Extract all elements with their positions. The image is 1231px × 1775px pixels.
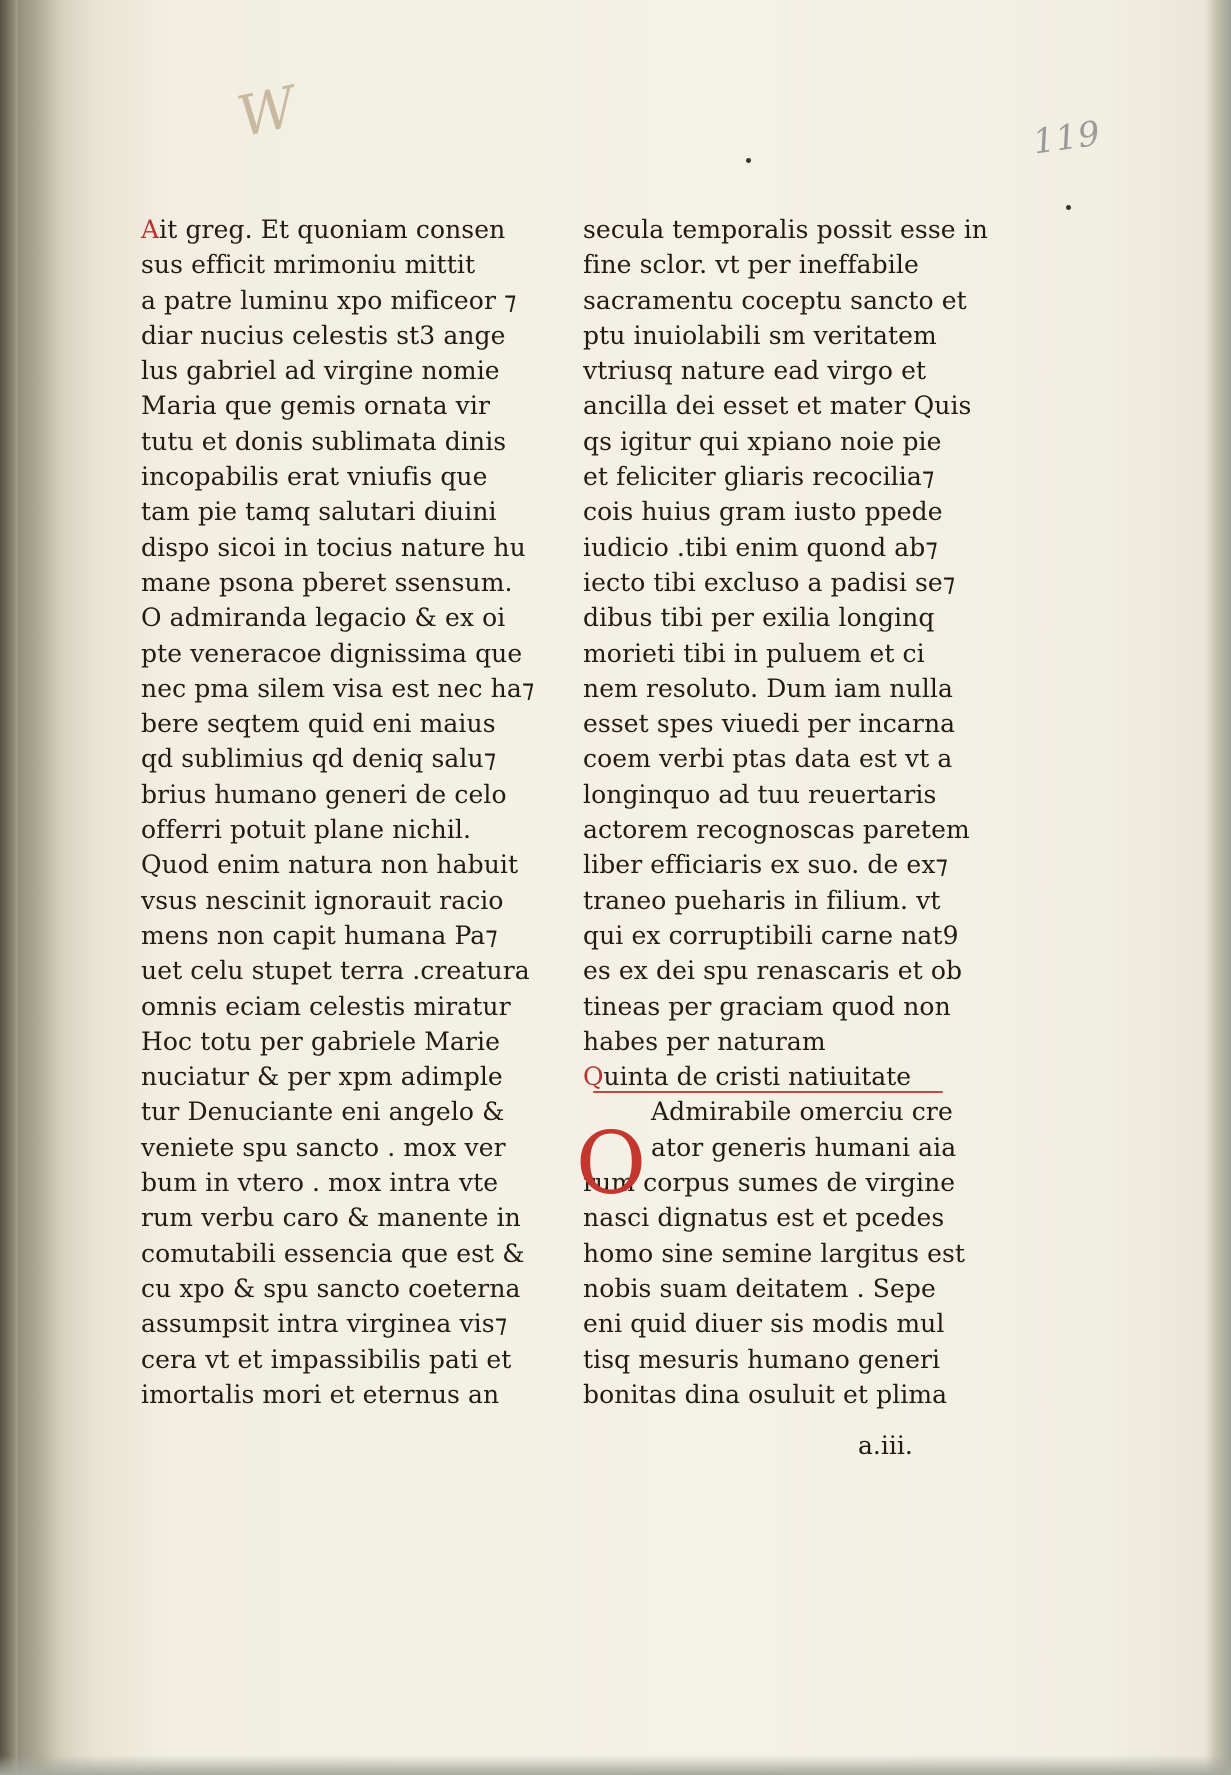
text-line: offerri potuit plane nichil. bbox=[141, 815, 472, 845]
drop-cap-initial: O bbox=[575, 1114, 647, 1214]
chapter-heading bbox=[583, 1059, 943, 1094]
text-line: sacramentu coceptu sancto et bbox=[583, 285, 967, 315]
text-line: tur Denuciante eni angelo & bbox=[141, 1097, 505, 1127]
text-line: diar nucius celestis st3 ange bbox=[141, 320, 506, 350]
heading-rule bbox=[593, 1091, 943, 1093]
text-line: comutabili essencia que est & bbox=[141, 1238, 525, 1268]
text-line: habes per naturam bbox=[583, 1026, 826, 1056]
text-line: ptu inuiolabili sm veritatem bbox=[583, 320, 937, 350]
text-line: mens non capit humana Pa⁊ bbox=[141, 920, 498, 950]
text-line: actorem recognoscas paretem bbox=[583, 815, 970, 845]
text-line: vsus nescinit ignorauit racio bbox=[141, 885, 504, 915]
text-line: cu xpo & spu sancto coeterna bbox=[141, 1273, 521, 1303]
ink-dot bbox=[746, 158, 751, 163]
text-line: sus efficit mrimoniu mittit bbox=[141, 250, 476, 280]
text-line: bere seqtem quid eni maius bbox=[141, 709, 496, 739]
text-line: tam pie tamq salutari diuini bbox=[141, 497, 497, 527]
spine-shadow bbox=[0, 0, 80, 1775]
text-line: incopabilis erat vniufis que bbox=[141, 462, 488, 492]
text-line: uet celu stupet terra .creatura bbox=[141, 956, 530, 986]
heading-rubric-initial: Q bbox=[583, 1062, 604, 1092]
text-line: cera vt et impassibilis pati et bbox=[141, 1344, 512, 1374]
text-line: lus gabriel ad virgine nomie bbox=[141, 356, 500, 386]
text-line: liber efficiaris ex suo. de ex⁊ bbox=[583, 850, 949, 880]
text-line: tineas per graciam quod non bbox=[583, 991, 951, 1021]
ink-dot bbox=[1066, 205, 1071, 210]
text-line: nasci dignatus est et pcedes bbox=[583, 1203, 945, 1233]
text-line: et feliciter gliaris recocilia⁊ bbox=[583, 462, 935, 492]
text-line: homo sine semine largitus est bbox=[583, 1238, 966, 1268]
text-line: brius humano generi de celo bbox=[141, 779, 507, 809]
signature-mark: a.iii. bbox=[858, 1431, 913, 1460]
text-line: assumpsit intra virginea vis⁊ bbox=[141, 1309, 508, 1339]
text-line: tisq mesuris humano generi bbox=[583, 1344, 941, 1374]
text-line: dibus tibi per exilia longinq bbox=[583, 603, 935, 633]
left-text-column bbox=[141, 212, 535, 1412]
text-line: Maria que gemis ornata vir bbox=[141, 391, 490, 421]
text-line: imortalis mori et eternus an bbox=[141, 1379, 500, 1409]
text-line: pte veneracoe dignissima que bbox=[141, 638, 523, 668]
page-bottom-edge bbox=[0, 1755, 1231, 1775]
text-line: Quod enim natura non habuit bbox=[141, 850, 519, 880]
text-line: esset spes viuedi per incarna bbox=[583, 709, 956, 739]
text-line: vtriusq nature ead virgo et bbox=[583, 356, 927, 386]
text-line: mane psona pberet ssensum. bbox=[141, 567, 513, 597]
text-line: qs igitur qui xpiano noie pie bbox=[583, 426, 942, 456]
text-line: qui ex corruptibili carne nat9 bbox=[583, 920, 959, 950]
text-line: iecto tibi excluso a padisi se⁊ bbox=[583, 567, 956, 597]
text-line: ator generis humani aia bbox=[651, 1132, 957, 1162]
text-line: coem verbi ptas data est vt a bbox=[583, 744, 953, 774]
text-line: omnis eciam celestis miratur bbox=[141, 991, 511, 1021]
text-line: longinquo ad tuu reuertaris bbox=[583, 779, 937, 809]
folio-number: 119 bbox=[1030, 113, 1104, 163]
text-line: iudicio .tibi enim quond ab⁊ bbox=[583, 532, 938, 562]
text-line: dispo sicoi in tocius nature hu bbox=[141, 532, 526, 562]
text-line: O admiranda legacio & ex oi bbox=[141, 603, 506, 633]
text-line: traneo pueharis in filium. vt bbox=[583, 885, 941, 915]
ownership-mark: W bbox=[231, 74, 302, 151]
text-line: cois huius gram iusto ppede bbox=[583, 497, 943, 527]
text-line: morieti tibi in puluem et ci bbox=[583, 638, 925, 668]
text-line: secula temporalis possit esse in bbox=[583, 215, 988, 244]
text-line: qd sublimius qd deniq salu⁊ bbox=[141, 744, 497, 774]
text-line: nuciatur & per xpm adimple bbox=[141, 1062, 503, 1092]
text-line-rest: it greg. Et quoniam consen bbox=[159, 215, 506, 244]
text-line: nec pma silem visa est nec ha⁊ bbox=[141, 673, 535, 703]
text-line: Admirabile omerciu cre bbox=[651, 1097, 953, 1127]
rubric-initial: A bbox=[141, 215, 160, 244]
text-line: eni quid diuer sis modis mul bbox=[583, 1309, 945, 1339]
text-line: nem resoluto. Dum iam nulla bbox=[583, 673, 953, 703]
text-line: rum verbu caro & manente in bbox=[141, 1203, 521, 1233]
page-right-edge bbox=[1205, 0, 1231, 1775]
text-line: es ex dei spu renascaris et ob bbox=[583, 956, 963, 986]
text-line: bonitas dina osuluit et plima bbox=[583, 1379, 948, 1409]
text-line: veniete spu sancto . mox ver bbox=[141, 1132, 506, 1162]
right-text-column bbox=[583, 212, 988, 1412]
text-line: a patre luminu xpo mificeor ⁊ bbox=[141, 285, 517, 315]
text-line: ancilla dei esset et mater Quis bbox=[583, 391, 972, 421]
text-line: bum in vtero . mox intra vte bbox=[141, 1168, 499, 1198]
text-line: rum corpus sumes de virgine bbox=[583, 1168, 956, 1198]
text-line: fine sclor. vt per ineffabile bbox=[583, 250, 919, 280]
heading-rest: uinta de cristi natiuitate bbox=[603, 1062, 912, 1092]
text-line: Hoc totu per gabriele Marie bbox=[141, 1026, 501, 1056]
text-line: nobis suam deitatem . Sepe bbox=[583, 1273, 936, 1303]
text-line bbox=[141, 212, 511, 247]
chapter-heading-text bbox=[583, 1062, 911, 1091]
text-line: tutu et donis sublimata dinis bbox=[141, 426, 507, 456]
